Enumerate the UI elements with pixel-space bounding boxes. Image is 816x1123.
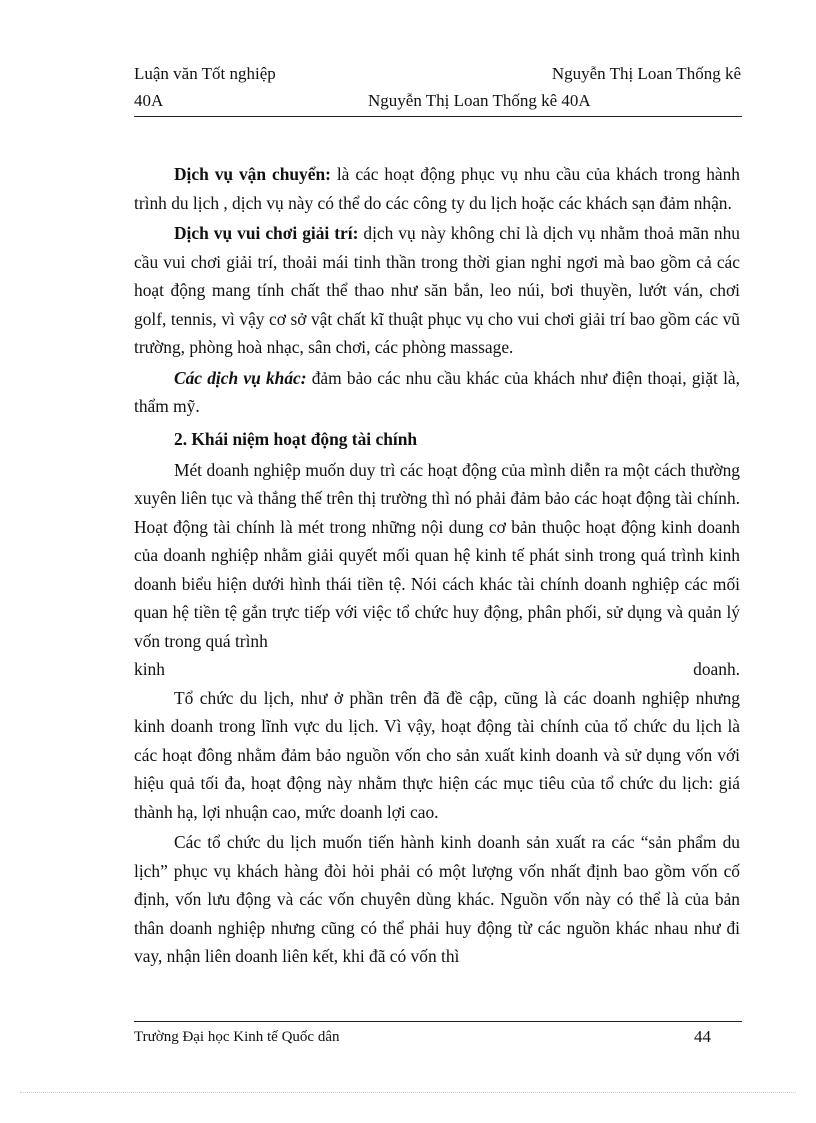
page-number: 44 [694, 1027, 711, 1046]
term-other-services: Các dịch vụ khác: [174, 367, 307, 388]
footer-school: Trường Đại học Kinh tế Quốc dân [134, 1029, 340, 1045]
header-author: Nguyễn Thị Loan Thống kê [551, 64, 741, 83]
paragraph-last-line [134, 655, 740, 684]
section-heading: 2. Khái niệm hoạt động tài chính [174, 428, 418, 449]
paragraph-capital-sources: Các tổ chức du lịch muốn tiến hành kinh doanh sản xuất ra các “sản phẩm du lịch” phục vụ khách hàng đòi hỏi phải có một lượng vốn nhất định bao gồm vốn cố định, vốn lưu động và các vốn chuyên dùng khác. Nguồn vốn này có thể là của bản thân doanh nghiệp nhưng cũng có thể phải huy động từ các nguồn khác nhau như đi vay, nhận liên doanh liên kết, khi đã có vốn thì [134, 832, 740, 966]
last-line-left-word: kinh [134, 659, 165, 679]
page-bottom-dotted-line [20, 1092, 796, 1093]
term-transport-service: Dịch vụ vận chuyển: [174, 164, 331, 184]
document-body [134, 160, 740, 971]
paragraph-entertainment-service [134, 219, 740, 362]
header-class: 40A [134, 91, 164, 110]
header-author-class: Nguyễn Thị Loan Thống kê 40A [368, 91, 591, 110]
term-entertainment-service: Dịch vụ vui chơi giải trí: [174, 223, 359, 243]
paragraph-text: là các hoạt động phục vụ nhu cầu của khách trong hành trình du lịch , dịch vụ này có thể do các công ty du lịch hoặc các khách sạn đảm nhận. [134, 164, 740, 213]
paragraph-transport-service [134, 160, 740, 217]
footer-rule [134, 1021, 742, 1022]
last-line-right-word: doanh. [693, 659, 740, 679]
paragraph-tourism-organization: Tổ chức du lịch, như ở phần trên đã đề cập, cũng là các doanh nghiệp nhưng kinh doanh trong lĩnh vực du lịch. Vì vậy, hoạt động tài chính của tổ chức du lịch là các hoạt đông nhằm đảm bảo nguồn vốn cho sản xuất kinh doanh và sử dụng vốn với hiệu quả tối đa, hoạt động này nhằm thực hiện các mục tiêu của tổ chức du lịch: giá thành hạ, lợi nhuận cao, mức doanh lợi cao. [134, 687, 740, 822]
paragraph-financial-activity: Mét doanh nghiệp muốn duy trì các hoạt động của mình diễn ra một cách thường xuyên liên tục và thắng thế trên thị trường thì nó phải đảm bảo các hoạt động tài chính. Hoạt động tài chính là mét trong những nội dung cơ bản thuộc hoạt động kinh doanh của doanh nghiệp nhằm giải quyết mối quan hệ kinh tế phát sinh trong quá trình kinh doanh biểu hiện dưới hình thái tiền tệ. Nói cách khác tài chính doanh nghiệp các mối quan hệ tiền tệ gắn trực tiếp với việc tổ chức huy động, phân phối, sử dụng và quản lý vốn trong quá trình [134, 459, 740, 651]
header-rule [134, 116, 742, 117]
paragraph-other-services [134, 364, 740, 421]
paragraph-text: dịch vụ này không chỉ là dịch vụ nhằm thoả mãn nhu cầu vui chơi giải trí, thoải mái tinh thần trong thời gian nghỉ ngơi mà bao gồm cả các hoạt động mang tính chất thể thao như săn bắn, leo núi, bơi thuyền, lướt ván, chơi golf, tennis, vì vậy cơ sở vật chất kĩ thuật phục vụ cho vui chơi giải trí bao gồm các vũ trường, phòng hoà nhạc, sân chơi, các phòng massage. [134, 223, 740, 357]
header-thesis-label: Luận văn Tốt nghiệp [134, 64, 276, 83]
paragraph-text: đảm bảo các nhu cầu khác của khách như điện thoại, giặt là, thẩm mỹ. [134, 367, 740, 416]
